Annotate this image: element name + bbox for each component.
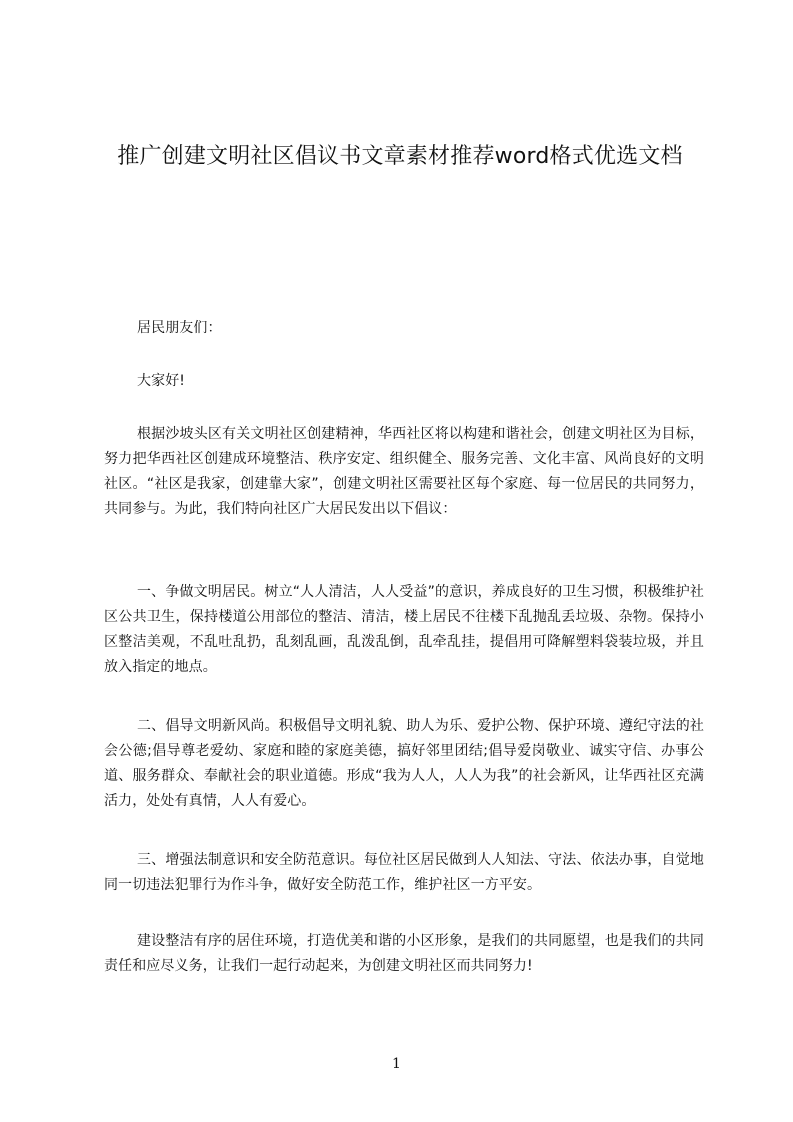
paragraph-proposal-1: 一、争做文明居民。树立“人人清洁，人人受益”的意识，养成良好的卫生习惯，积极维护社区公共卫生，保持楼道公用部位的整洁、清洁，楼上居民不往楼下乱抛乱丢垃圾、杂物。保持小区整洁美观，不乱吐乱扔，乱刻乱画，乱泼乱倒，乱牵乱挂，提倡用可降解塑料袋装垃圾，并且放入指定的地点。	[104, 584, 704, 675]
paragraph-proposal-2: 二、倡导文明新风尚。积极倡导文明礼貌、助人为乐、爱护公物、保护环境、遵纪守法的社会公德;倡导尊老爱幼、家庭和睦的家庭美德，搞好邻里团结;倡导爱岗敬业、诚实守信、办事公道、服务群众、奉献社会的职业道德。形成“我为人人，人人为我”的社会新风，让华西社区充满活力，处处有真情，人人有爱心。	[104, 718, 704, 809]
page-number: 1	[392, 1056, 401, 1072]
document-title: 推广创建文明社区倡议书文章素材推荐word格式优选文档	[117, 144, 683, 169]
paragraph-intro: 根据沙坡头区有关文明社区创建精神，华西社区将以构建和谐社会，创建文明社区为目标，努力把华西社区创建成环境整洁、秩序安定、组织健全、服务完善、文化丰富、风尚良好的文明社区。“社区是我家，创建靠大家”，创建文明社区需要社区每个家庭、每一位居民的共同努力，共同参与。为此，我们特向社区广大居民发出以下倡议：	[104, 426, 704, 517]
paragraph-proposal-3: 三、增强法制意识和安全防范意识。每位社区居民做到人人知法、守法、依法办事，自觉地同一切违法犯罪行为作斗争，做好安全防范工作，维护社区一方平安。	[104, 852, 704, 893]
greeting-line: 居民朋友们：	[137, 320, 222, 336]
hello-line: 大家好!	[137, 373, 186, 389]
paragraph-closing: 建设整洁有序的居住环境，打造优美和谐的小区形象，是我们的共同愿望，也是我们的共同责任和应尽义务，让我们一起行动起来，为创建文明社区而共同努力!	[104, 933, 704, 974]
